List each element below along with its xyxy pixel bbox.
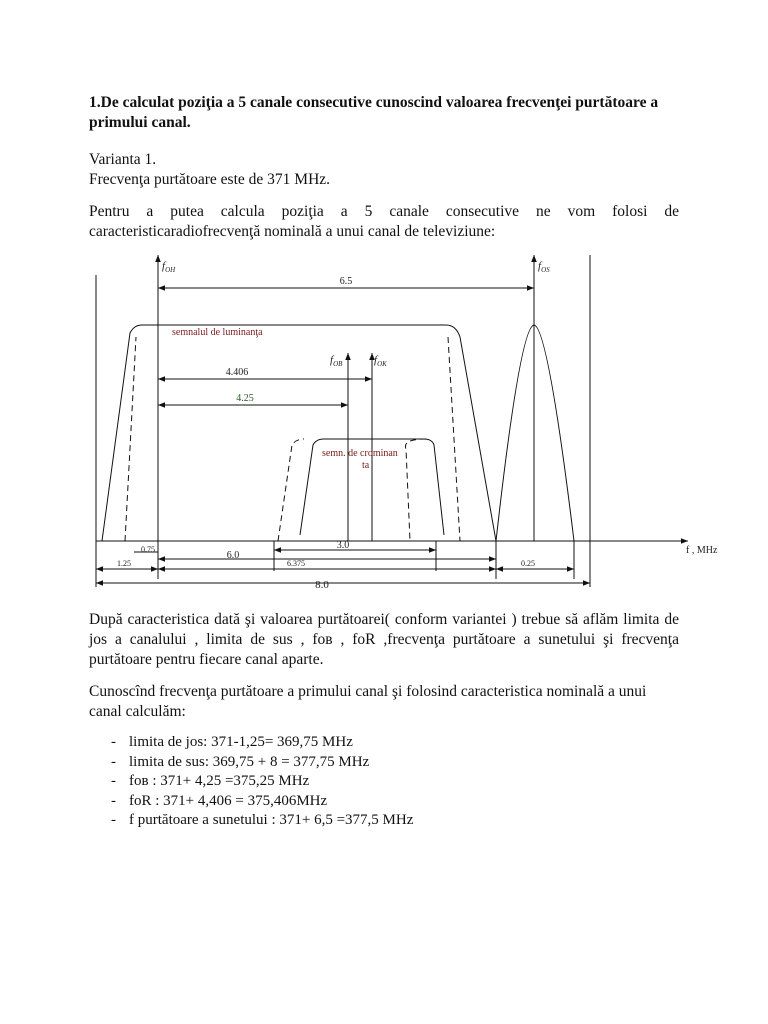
- sound-carrier-curve: [496, 325, 574, 541]
- variant-label: Varianta 1.: [89, 151, 157, 168]
- dim-8-0-label: 8.0: [315, 579, 329, 591]
- dim-6-375-label: 6.375: [287, 559, 305, 568]
- dim-1-25-label: 1.25: [117, 559, 131, 568]
- dim-4-406-label: 4.406: [225, 367, 249, 378]
- dim-6-5-label: 6.5: [339, 276, 353, 287]
- dim-6-0-label: 6.0: [226, 550, 240, 561]
- svg-text:fOK: $f_{OK}$: [374, 354, 387, 368]
- list-item: - limita de jos: 371-1,25= 369,75 MHz: [111, 734, 353, 750]
- list-item: - limita de sus: 369,75 + 8 = 377,75 MHz: [111, 753, 370, 770]
- luminance-label: semnalul de luminanţa: [172, 327, 263, 338]
- dim-0-75-label: 0.75: [141, 545, 155, 554]
- task-heading: 1.De calculat poziţia a 5 canale consecutive cunoscind valoarea frecvenţei purtătoare a primului canal.: [89, 94, 659, 131]
- dim-4-25-label: 4.25: [236, 393, 254, 404]
- list-item: - f purtătoare a sunetului : 371+ 6,5 =377,5 MHz: [111, 812, 414, 828]
- svg-text:fOB: $f_{OB}$: [330, 354, 343, 368]
- dim-3-0-label: 3.0: [336, 540, 350, 551]
- f-ob-label: f: [330, 354, 334, 366]
- chroma-label-1: semn. de crominan: [322, 448, 398, 459]
- intro-paragraph: Pentru a putea calcula poziţia a 5 canale consecutive ne vom folosi de caracteristicaradiofrecvenţă nominală a unui canal de televiziune:: [89, 203, 679, 240]
- f-os-label: f: [538, 260, 542, 272]
- svg-text:fOH: $f_{OH}$: [162, 260, 176, 274]
- after-diagram-paragraph: După caracteristica dată şi valoarea purtătoarei( conform variantei ) trebue să aflăm limita de jos a canalului , limita de sus , foв , foR ,frecvenţa purtătoare a sunetului şi frecvenţa purtătoare pentru fiecare canal aparte.: [89, 611, 679, 668]
- channel-frequency-diagram: [0, 245, 768, 595]
- list-item: - foв : 371+ 4,25 =375,25 MHz: [111, 773, 310, 789]
- svg-text:fOS: $f_{OS}$: [538, 260, 550, 274]
- f-ok-label: f: [374, 354, 378, 366]
- f-on-label: f: [162, 260, 166, 272]
- results-list: [89, 733, 689, 831]
- axis-label: f , MHz: [686, 545, 718, 556]
- chroma-label-2: ta: [362, 460, 370, 471]
- dim-0-25-label: 0.25: [521, 559, 535, 568]
- calc-intro-paragraph: Cunoscînd frecvenţa purtătoare a primului canal şi folosind caracteristica nominală a unui canal calculăm:: [89, 683, 647, 720]
- carrier-frequency-line: Frecvenţa purtătoare este de 371 MHz.: [89, 171, 331, 188]
- list-item: - foR : 371+ 4,406 = 375,406MHz: [111, 792, 328, 809]
- luminance-curve: [102, 325, 496, 541]
